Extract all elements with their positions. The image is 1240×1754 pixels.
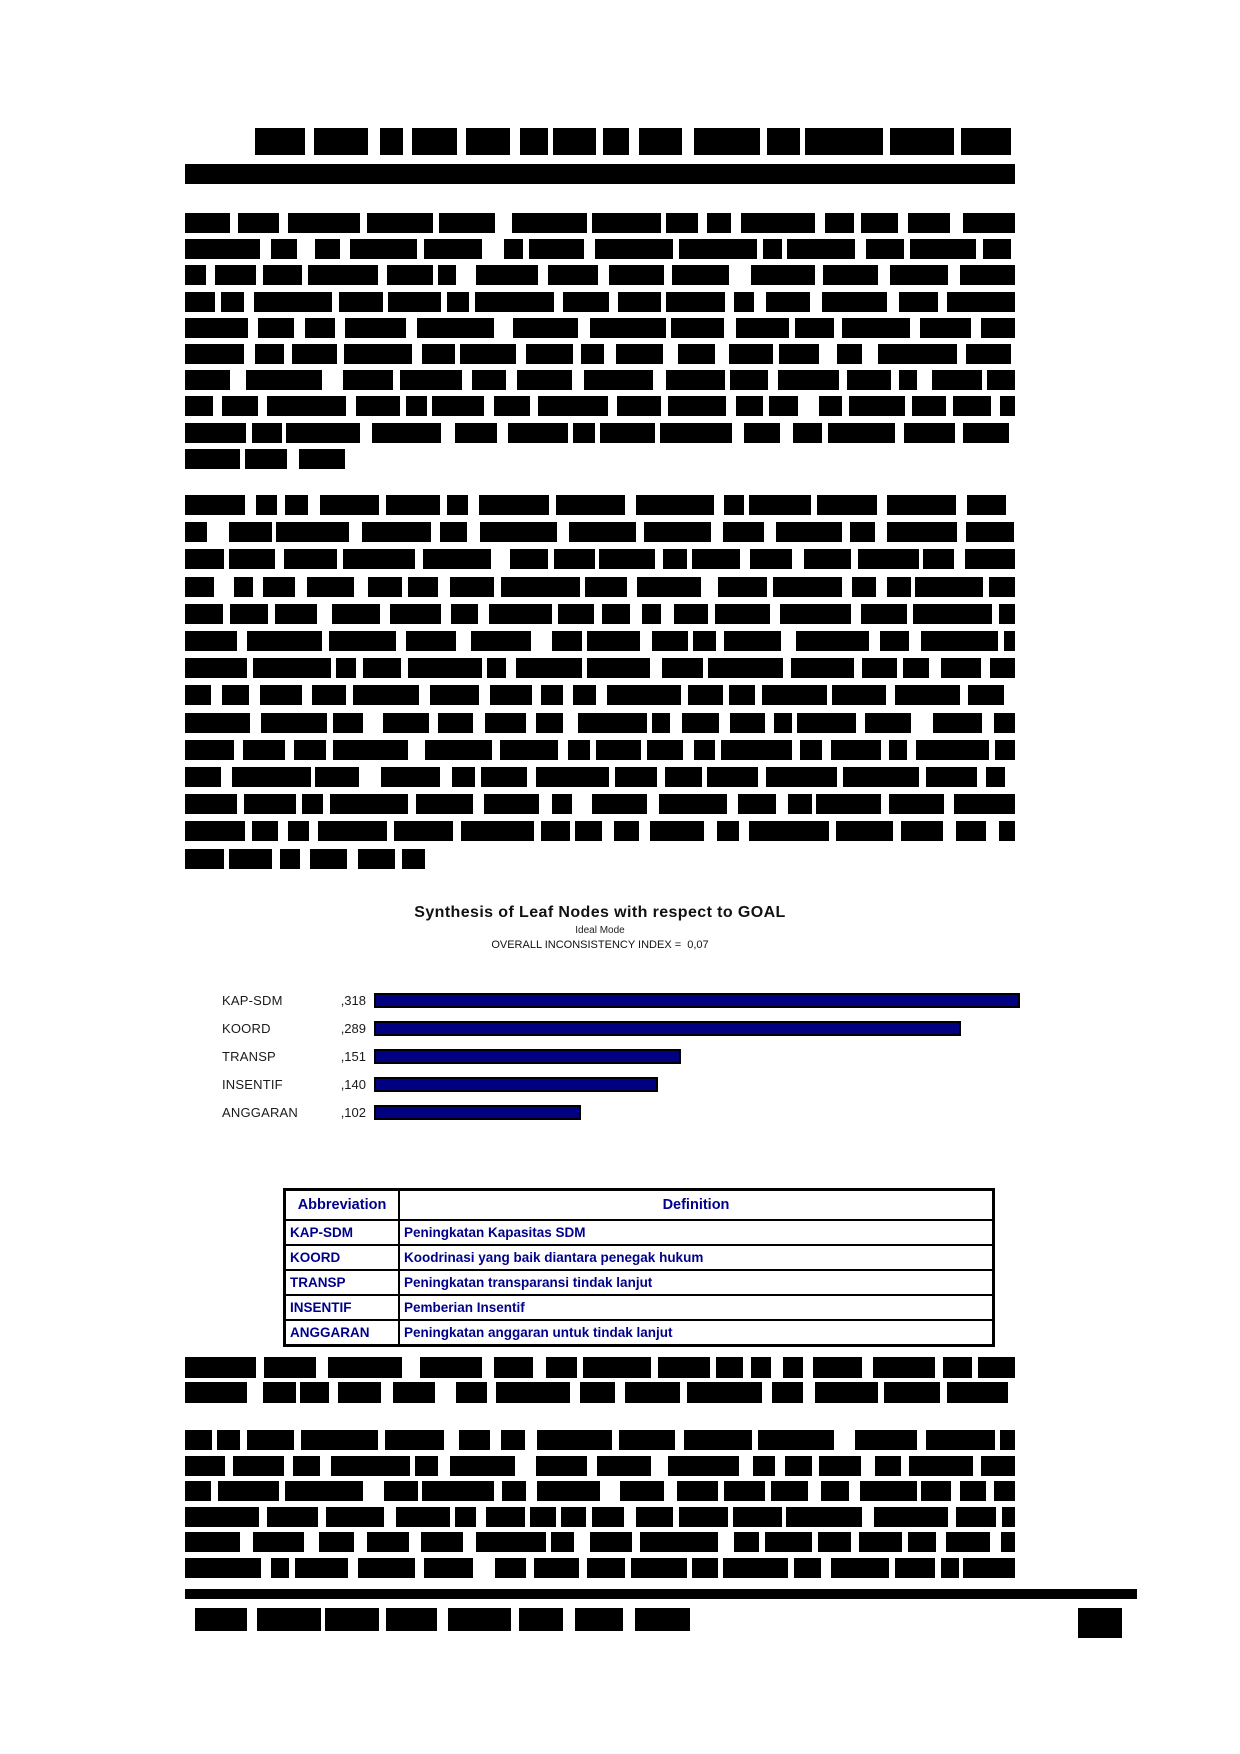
bar-category-label: TRANSP [222, 1048, 276, 1064]
redacted-text-line [185, 522, 1015, 542]
bar-row [222, 1070, 1020, 1098]
redacted-text-line [185, 449, 345, 469]
bar-value-label: ,140 [340, 1076, 366, 1092]
bar-category-label: ANGGARAN [222, 1104, 299, 1120]
redacted-text-line [185, 1558, 1015, 1578]
redacted-text-line [185, 1382, 1015, 1403]
abbreviation-cell: INSENTIF [285, 1295, 400, 1320]
table-row [285, 1245, 994, 1270]
redacted-text-line [185, 495, 1015, 515]
redacted-text-line [185, 213, 1015, 233]
page-number-redacted [1078, 1608, 1122, 1638]
redacted-text-line [185, 849, 425, 869]
definition-cell: Pemberian Insentif [399, 1295, 994, 1320]
table-header-row [285, 1190, 994, 1221]
table-row [285, 1220, 994, 1245]
bar [374, 1021, 961, 1036]
redacted-text-line [185, 713, 1015, 733]
redacted-text-line [185, 1532, 1015, 1552]
redacted-text-line [185, 740, 1015, 760]
chart-subtitle: Ideal Mode [575, 925, 625, 936]
table-row [285, 1270, 994, 1295]
bar [374, 1077, 658, 1092]
redacted-text-line [255, 128, 1011, 155]
redacted-text-line [185, 1430, 1015, 1450]
redacted-text-line [185, 423, 1015, 443]
bar-value-label: ,289 [340, 1020, 366, 1036]
bar-category-label: KAP-SDM [222, 992, 283, 1008]
abbreviation-cell: ANGGARAN [285, 1320, 400, 1346]
bar-row [222, 1014, 1020, 1042]
redacted-text-line [185, 1481, 1015, 1501]
definition-cell: Peningkatan anggaran untuk tindak lanjut [399, 1320, 994, 1346]
redacted-text-line [185, 821, 1015, 841]
bar-row [222, 986, 1020, 1014]
redacted-text-line [185, 1357, 1015, 1378]
abbreviation-cell: TRANSP [285, 1270, 400, 1295]
footer-rule [185, 1589, 1137, 1599]
redacted-text-line [185, 767, 1015, 787]
bar [374, 1049, 681, 1064]
bar-category-label: INSENTIF [222, 1076, 283, 1092]
bar-value-label: ,151 [340, 1048, 366, 1064]
redacted-text-line [185, 577, 1015, 597]
redacted-text-line [185, 396, 1015, 416]
bar-value-label: ,318 [340, 992, 366, 1008]
redacted-text-line [185, 658, 1015, 678]
redacted-text-line [195, 1608, 690, 1631]
bar-row [222, 1042, 1020, 1070]
redacted-text-line [185, 265, 1015, 285]
redacted-text-line [185, 685, 1015, 705]
bar-chart [222, 986, 1020, 1126]
redacted-text-line [185, 631, 1015, 651]
table-row [285, 1295, 994, 1320]
redacted-text-line [185, 292, 1015, 312]
abbreviation-cell: KOORD [285, 1245, 400, 1270]
table-row [285, 1320, 994, 1346]
table-header-abbreviation: Abbreviation [285, 1190, 400, 1221]
abbreviation-cell: KAP-SDM [285, 1220, 400, 1245]
chart-inconsistency-index: OVERALL INCONSISTENCY INDEX = 0,07 [491, 939, 709, 951]
redacted-text-line [185, 794, 1015, 814]
bar-value-label: ,102 [340, 1104, 366, 1120]
definition-cell: Peningkatan transparansi tindak lanjut [399, 1270, 994, 1295]
redacted-text-line [185, 239, 1015, 259]
bar [374, 1105, 581, 1120]
redacted-text-line [185, 604, 1015, 624]
abbreviation-definition-table [283, 1188, 995, 1347]
redacted-text-line [185, 1456, 1015, 1476]
table-header-definition: Definition [399, 1190, 994, 1221]
chart-title: Synthesis of Leaf Nodes with respect to GOAL [414, 904, 786, 921]
redacted-text-line [185, 344, 1015, 364]
redacted-text-line [185, 549, 1015, 569]
redacted-text-line [185, 370, 1015, 390]
bar [374, 993, 1020, 1008]
bar-row [222, 1098, 1020, 1126]
redacted-text-line [185, 1507, 1015, 1527]
header-rule [185, 164, 1015, 184]
redacted-text-line [185, 318, 1015, 338]
definition-cell: Peningkatan Kapasitas SDM [399, 1220, 994, 1245]
bar-category-label: KOORD [222, 1020, 271, 1036]
ahp-synthesis-chart-header [185, 904, 1015, 951]
definition-cell: Koodrinasi yang baik diantara penegak hukum [399, 1245, 994, 1270]
